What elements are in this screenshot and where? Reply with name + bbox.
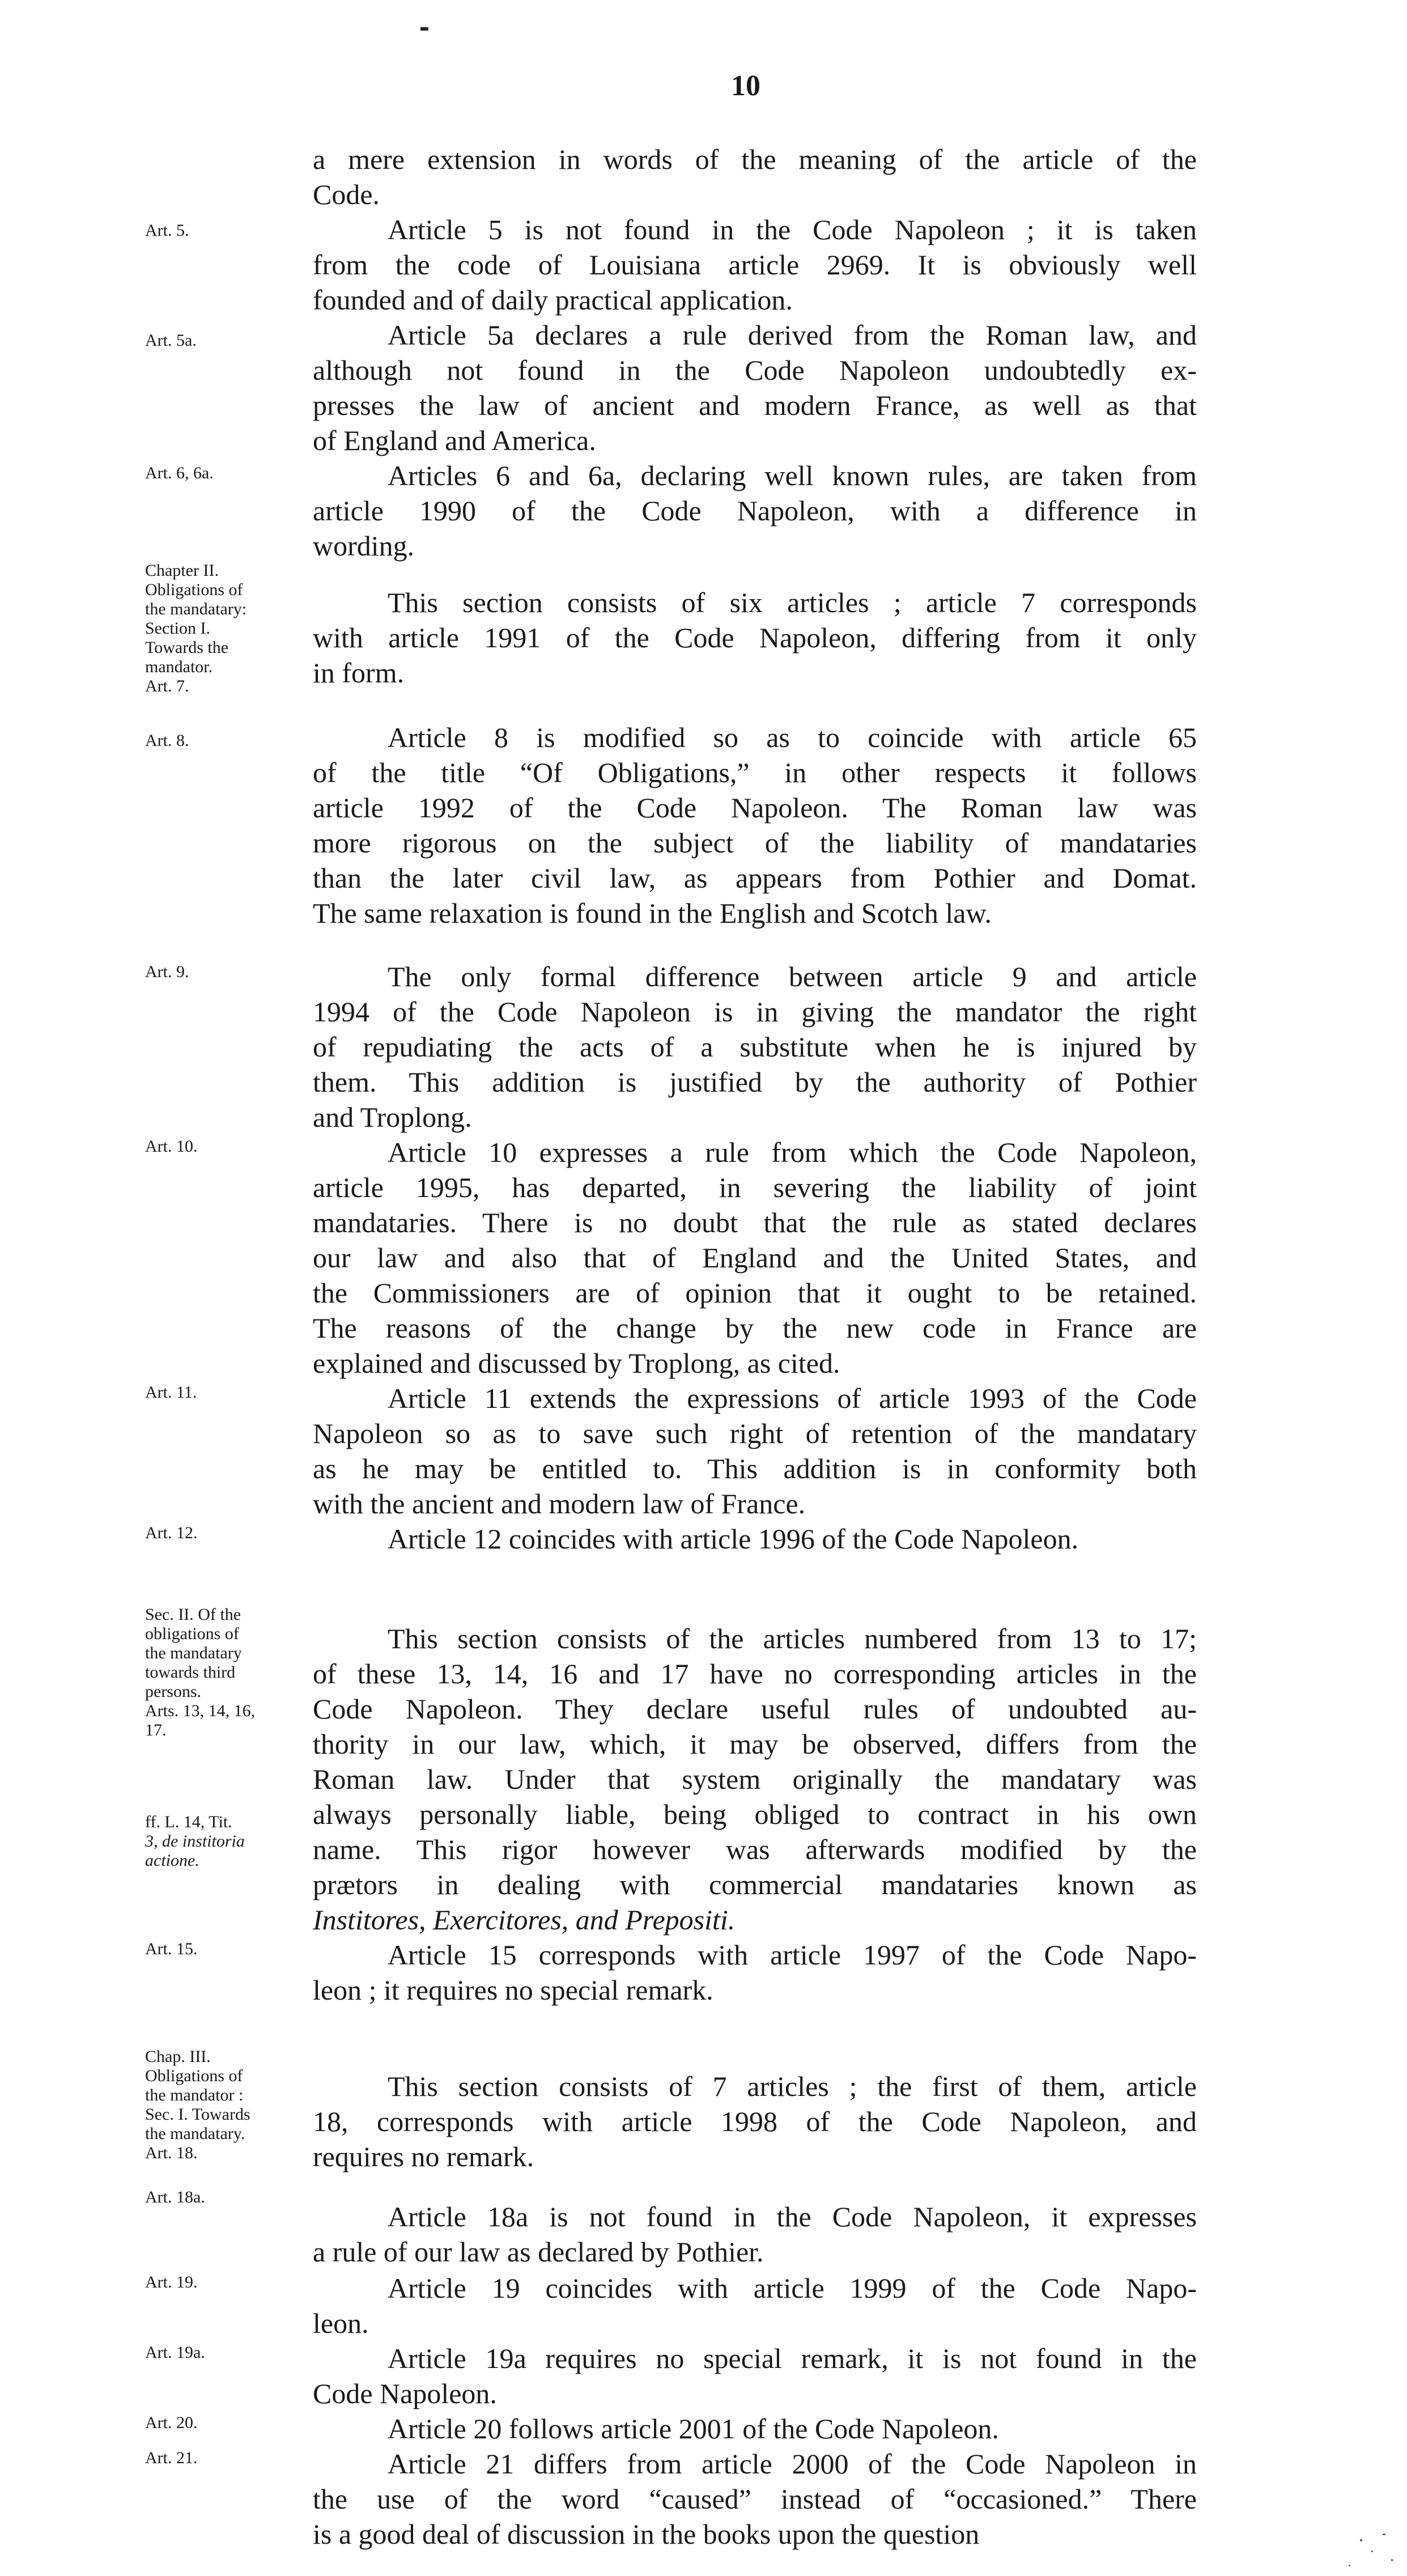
scan-speck (1360, 2539, 1362, 2541)
scan-speck (1383, 2533, 1385, 2535)
margin-note-line: Towards the (145, 638, 229, 657)
margin-note (145, 2188, 309, 2207)
text-line: Article 19 coincides with article 1999 of the Code Napo- (388, 2272, 1197, 2304)
paragraph (313, 2411, 1197, 2446)
paragraph (313, 2341, 1197, 2411)
margin-note (145, 2273, 309, 2292)
margin-note-line: Art. 18. (145, 2144, 198, 2162)
paragraph (313, 1521, 1197, 1556)
paragraph (313, 720, 1197, 931)
margin-note-line: Art. 8. (145, 731, 189, 750)
paragraph (313, 2069, 1197, 2174)
margin-note-line: Art. 10. (145, 1137, 198, 1156)
text-line: a mere extension in words of the meaning of the article of the (313, 143, 1197, 175)
margin-note-line: Obligations of (145, 580, 243, 599)
margin-note-line: ff. L. 14, Tit. (145, 1813, 232, 1831)
margin-note-line: Art. 5a. (145, 331, 197, 350)
margin-note-line: Section I. (145, 619, 210, 638)
margin-note-line: obligations of (145, 1624, 239, 1643)
margin-note-line: the mandatary (145, 1644, 242, 1662)
text-line: Article 8 is modified so as to coincide with article 65 (388, 722, 1197, 753)
text-line: of repudiating the acts of a substitute when he is injured by (313, 1031, 1197, 1063)
margin-note-line: Art. 12. (145, 1523, 198, 1542)
text-line: mandataries. There is no doubt that the rule as stated declares (313, 1207, 1197, 1238)
text-line: our law and also that of England and the United States, and (313, 1242, 1197, 1274)
text-line: thority in our law, which, it may be observed, differs from the (313, 1728, 1197, 1760)
margin-note-line: Art. 7. (145, 677, 189, 695)
text-line: requires no remark. (313, 2141, 534, 2172)
text-line: more rigorous on the subject of the liability of mandataries (313, 827, 1197, 859)
text-line: article 1990 of the Code Napoleon, with a difference in (313, 495, 1197, 527)
text-line: than the later civil law, as appears from Pothier and Domat. (313, 862, 1197, 894)
margin-note (145, 221, 309, 240)
paragraph (313, 2199, 1197, 2269)
margin-note-line: Art. 9. (145, 962, 189, 981)
text-line: Article 21 differs from article 2000 of the Code Napoleon in (388, 2448, 1197, 2480)
text-line: always personally liable, being obliged to contract in his own (313, 1798, 1197, 1830)
text-line: is a good deal of discussion in the books upon the question (313, 2518, 980, 2550)
margin-note (145, 2343, 309, 2362)
text-line: Article 5 is not found in the Code Napoleon ; it is taken (388, 214, 1197, 245)
text-line: as he may be entitled to. This addition is in conformity both (313, 1453, 1197, 1484)
margin-note-line: the mandatary. (145, 2124, 245, 2143)
text-line: Article 15 corresponds with article 1997 of the Code Napo- (388, 1939, 1197, 1971)
printer-mark (420, 27, 428, 31)
text-line: in form. (313, 657, 405, 689)
margin-note-line: Arts. 13, 14, 16, (145, 1701, 256, 1720)
text-line: although not found in the Code Napoleon undoubtedly ex- (313, 354, 1197, 386)
margin-note-line: Art. 20. (145, 2413, 198, 2432)
margin-note (145, 1940, 309, 1959)
text-line: of the title “Of Obligations,” in other respects it follows (313, 757, 1197, 788)
text-line: Article 19a requires no special remark, it is not found in the (388, 2342, 1197, 2374)
margin-note (145, 464, 309, 483)
margin-note-line: Obligations of (145, 2066, 243, 2085)
scan-speck (1391, 2559, 1393, 2561)
margin-note-line: towards third (145, 1663, 236, 1682)
paragraph (313, 142, 1197, 212)
text-line: presses the law of ancient and modern France, as well as that (313, 389, 1197, 421)
margin-note (145, 331, 309, 350)
text-line: Institores, Exercitores, and Prepositi. (313, 1904, 736, 1936)
margin-note-line: 17. (145, 1721, 167, 1739)
margin-note (145, 1813, 309, 1870)
text-line: Article 12 coincides with article 1996 of the Code Napoleon. (388, 1523, 1079, 1555)
text-line: with article 1991 of the Code Napoleon, differing from it only (313, 622, 1197, 653)
text-line: leon. (313, 2307, 369, 2339)
scan-speck (1371, 2550, 1373, 2552)
paragraph (313, 959, 1197, 1135)
text-line: Code Napoleon. (313, 2378, 497, 2409)
text-line: name. This rigor however was afterwards modified by the (313, 1834, 1197, 1865)
paragraph (313, 2271, 1197, 2341)
margin-note-line: Art. 18a. (145, 2188, 205, 2206)
margin-note (145, 1383, 309, 1402)
margin-note-line: Art. 5. (145, 221, 189, 240)
margin-note-line: Art. 19a. (145, 2343, 205, 2362)
margin-note (145, 1523, 309, 1543)
text-line: article 1995, has departed, in severing the liability of joint (313, 1172, 1197, 1203)
text-line: This section consists of the articles numbered from 13 to 17; (388, 1623, 1197, 1654)
margin-note-line: the mandator : (145, 2086, 244, 2104)
text-line: This section consists of 7 articles ; the first of them, article (388, 2070, 1197, 2102)
text-line: Articles 6 and 6a, declaring well known rules, are taken from (388, 460, 1197, 491)
text-line: and Troplong. (313, 1101, 472, 1133)
text-line: The reasons of the change by the new code in France are (313, 1312, 1197, 1344)
text-line: The only formal difference between article 9 and article (388, 961, 1197, 992)
text-line: This section consists of six articles ; article 7 corresponds (388, 587, 1197, 618)
text-line: prætors in dealing with commercial mandataries known as (313, 1869, 1197, 1900)
paragraph (313, 1937, 1197, 2008)
text-line: of England and America. (313, 425, 596, 456)
text-line: Article 5a declares a rule derived from the Roman law, and (388, 319, 1197, 351)
margin-note (145, 2413, 309, 2433)
margin-note-line: Art. 11. (145, 1383, 197, 1402)
text-line: Article 20 follows article 2001 of the Code Napoleon. (388, 2413, 999, 2445)
text-line: Article 18a is not found in the Code Napoleon, it expresses (388, 2201, 1197, 2233)
margin-note (145, 962, 309, 982)
margin-note-line: the mandatary: (145, 600, 247, 618)
text-line: article 1992 of the Code Napoleon. The Roman law was (313, 792, 1197, 824)
paragraph (313, 1381, 1197, 1521)
margin-note (145, 1605, 309, 1740)
margin-note (145, 2448, 309, 2468)
text-line: 1994 of the Code Napoleon is in giving the mandator the right (313, 996, 1197, 1028)
text-line: them. This addition is justified by the authority of Pothier (313, 1066, 1197, 1098)
margin-note-line: Art. 15. (145, 1940, 198, 1958)
paragraph (313, 458, 1197, 563)
margin-note-line: Art. 6, 6a. (145, 464, 214, 482)
text-line: 18, corresponds with article 1998 of the Code Napoleon, and (313, 2106, 1197, 2137)
paragraph (313, 585, 1197, 690)
page-number: 10 (731, 70, 760, 102)
text-line: with the ancient and modern law of France. (313, 1488, 806, 1520)
margin-note (145, 2047, 309, 2163)
text-line: leon ; it requires no special remark. (313, 1974, 713, 2006)
paragraph (313, 317, 1197, 458)
paragraph (313, 1621, 1197, 1937)
paragraph (313, 1135, 1197, 1381)
margin-note-line: Chap. III. (145, 2047, 211, 2066)
margin-note-line: 3, de institoria (145, 1832, 245, 1851)
margin-note-line: Sec. II. Of the (145, 1605, 241, 1624)
text-line: a rule of our law as declared by Pothier. (313, 2236, 764, 2268)
margin-note-line: actione. (145, 1851, 199, 1870)
paragraph (313, 2446, 1197, 2552)
text-line: Code Napoleon. They declare useful rules of undoubted au- (313, 1693, 1197, 1725)
text-line: founded and of daily practical application. (313, 284, 793, 316)
text-line: The same relaxation is found in the English and Scotch law. (313, 897, 992, 929)
text-line: Article 10 expresses a rule from which the Code Napoleon, (388, 1136, 1197, 1168)
paragraph (313, 212, 1197, 317)
margin-note-line: Chapter II. (145, 561, 219, 580)
text-line: Code. (313, 179, 380, 210)
margin-note (145, 1137, 309, 1156)
margin-note-line: Sec. I. Towards (145, 2105, 250, 2124)
text-line: wording. (313, 530, 415, 562)
text-line: of these 13, 14, 16 and 17 have no corresponding articles in the (313, 1658, 1197, 1690)
margin-note-line: mandator. (145, 657, 213, 676)
text-line: explained and discussed by Troplong, as cited. (313, 1347, 840, 1379)
scan-speck (1349, 2565, 1350, 2566)
margin-note-line: Art. 21. (145, 2448, 198, 2467)
text-line: from the code of Louisiana article 2969. It is obviously well (313, 249, 1197, 281)
margin-note (145, 561, 309, 696)
margin-note (145, 731, 309, 750)
margin-note-line: persons. (145, 1682, 202, 1701)
text-line: Article 11 extends the expressions of article 1993 of the Code (388, 1382, 1197, 1414)
text-line: Roman law. Under that system originally the mandatary was (313, 1763, 1197, 1795)
text-line: Napoleon so as to save such right of retention of the mandatary (313, 1418, 1197, 1449)
text-line: the use of the word “caused” instead of “occasioned.” There (313, 2483, 1197, 2515)
text-line: the Commissioners are of opinion that it ought to be retained. (313, 1277, 1197, 1309)
margin-note-line: Art. 19. (145, 2273, 198, 2291)
